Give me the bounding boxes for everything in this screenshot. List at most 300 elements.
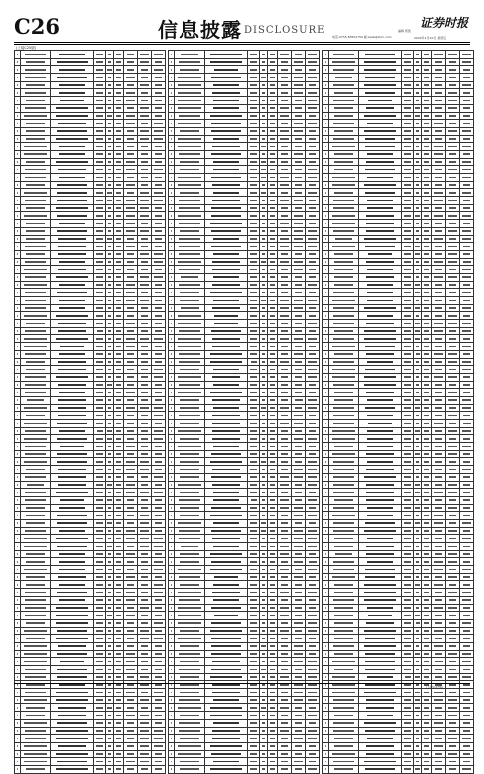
table-cell <box>278 297 292 305</box>
table-cell <box>114 473 124 481</box>
cell-text <box>127 676 134 678</box>
table-row <box>323 235 474 243</box>
cell-text <box>424 269 428 271</box>
cell-text <box>449 161 456 163</box>
table-cell <box>248 596 260 604</box>
table-cell <box>359 204 402 212</box>
cell-text <box>415 307 419 309</box>
cell-text <box>155 215 162 217</box>
table-row <box>323 250 474 258</box>
cell-text <box>171 253 173 255</box>
cell-text <box>180 761 199 763</box>
table-row <box>323 466 474 474</box>
cell-text <box>462 599 471 601</box>
table-cell <box>292 427 306 435</box>
cell-text <box>57 77 86 79</box>
table-cell <box>446 127 460 135</box>
table-cell <box>124 635 138 643</box>
cell-text <box>96 515 102 517</box>
cell-text <box>416 592 420 594</box>
cell-text <box>309 153 316 155</box>
cell-text <box>295 161 302 163</box>
table-cell <box>278 335 292 343</box>
table-cell <box>51 181 94 189</box>
cell-text <box>295 453 302 455</box>
cell-text <box>141 184 149 186</box>
cell-text <box>178 84 202 86</box>
cell-text <box>96 622 103 624</box>
table-row <box>169 350 320 358</box>
cell-text <box>325 599 327 601</box>
cell-text <box>295 369 302 371</box>
table-cell <box>114 135 124 143</box>
cell-text <box>270 392 276 394</box>
table-cell <box>329 158 359 166</box>
table-cell <box>306 666 320 674</box>
cell-text <box>180 161 200 163</box>
cell-text <box>463 284 470 286</box>
cell-text <box>140 407 149 409</box>
cell-text <box>179 153 200 155</box>
table-cell <box>51 473 94 481</box>
table-cell <box>260 320 268 328</box>
table-cell <box>21 273 51 281</box>
table-cell <box>94 589 106 597</box>
cell-text <box>211 215 241 217</box>
cell-text <box>126 207 134 209</box>
cell-text <box>141 576 149 578</box>
cell-text <box>25 492 46 494</box>
table-cell <box>292 343 306 351</box>
cell-text <box>179 499 200 501</box>
table-row <box>15 320 166 328</box>
table-cell <box>124 765 138 773</box>
cell-text <box>250 369 257 371</box>
cell-text <box>309 184 317 186</box>
cell-text <box>325 438 327 440</box>
table-row <box>169 97 320 105</box>
table-cell <box>414 220 422 228</box>
cell-text <box>116 438 120 440</box>
table-cell <box>175 604 205 612</box>
cell-text <box>141 77 149 79</box>
cell-text <box>404 576 410 578</box>
table-row <box>323 66 474 74</box>
table-cell <box>329 412 359 420</box>
cell-text <box>24 461 46 463</box>
cell-text <box>295 207 302 209</box>
cell-text <box>108 538 112 540</box>
table-cell <box>359 197 402 205</box>
cell-text <box>213 300 239 302</box>
cell-text <box>404 346 412 348</box>
cell-text <box>262 730 265 732</box>
table-cell <box>278 612 292 620</box>
cell-text <box>59 284 86 286</box>
table-cell <box>94 320 106 328</box>
cell-text <box>140 515 148 517</box>
table-cell <box>21 127 51 135</box>
cell-text <box>107 384 111 386</box>
table-cell <box>205 304 248 312</box>
cell-text <box>24 722 47 724</box>
cell-text <box>56 107 87 109</box>
cell-text <box>449 538 457 540</box>
table-cell <box>359 596 402 604</box>
cell-text <box>210 569 243 571</box>
cell-text <box>309 115 316 117</box>
cell-text <box>212 430 239 432</box>
cell-text <box>250 307 258 309</box>
table-cell <box>152 535 166 543</box>
cell-text <box>325 453 327 455</box>
table-cell <box>248 127 260 135</box>
cell-text <box>180 661 200 663</box>
table-cell <box>402 473 414 481</box>
cell-text <box>59 307 84 309</box>
table-cell <box>306 504 320 512</box>
table-cell <box>260 404 268 412</box>
cell-text <box>211 753 241 755</box>
table-cell <box>106 204 114 212</box>
cell-text <box>180 476 199 478</box>
cell-text <box>463 492 470 494</box>
cell-text <box>416 230 420 232</box>
table-cell <box>138 627 152 635</box>
table-cell <box>268 297 278 305</box>
cell-text <box>309 200 316 202</box>
cell-text <box>262 622 266 624</box>
cell-text <box>17 738 19 740</box>
cell-text <box>367 207 392 209</box>
cell-text <box>448 430 456 432</box>
table-cell <box>21 420 51 428</box>
cell-text <box>270 484 274 486</box>
table-cell <box>94 727 106 735</box>
table-cell <box>402 612 414 620</box>
table-cell <box>278 127 292 135</box>
table-cell <box>460 550 474 558</box>
cell-text <box>25 169 46 171</box>
table-row <box>15 112 166 120</box>
cell-text <box>449 207 457 209</box>
cell-text <box>56 376 88 378</box>
table-cell <box>106 289 114 297</box>
cell-text <box>270 653 275 655</box>
table-cell <box>460 427 474 435</box>
cell-text <box>155 453 162 455</box>
cell-text <box>116 638 121 640</box>
cell-text <box>270 161 275 163</box>
table-cell <box>175 66 205 74</box>
cell-text <box>404 415 412 417</box>
table-cell <box>138 112 152 120</box>
cell-text <box>415 615 419 617</box>
cell-text <box>60 100 85 102</box>
table-cell <box>248 97 260 105</box>
table-cell <box>205 135 248 143</box>
table-cell <box>124 396 138 404</box>
cell-text <box>415 253 419 255</box>
table-cell <box>268 281 278 289</box>
cell-text <box>366 484 394 486</box>
table-row <box>169 320 320 328</box>
table-cell <box>306 658 320 666</box>
cell-text <box>250 707 257 709</box>
cell-text <box>424 100 429 102</box>
table-cell <box>124 174 138 182</box>
table-cell <box>248 243 260 251</box>
cell-text <box>308 284 316 286</box>
table-cell <box>278 81 292 89</box>
cell-text <box>140 207 149 209</box>
cell-text <box>308 123 316 125</box>
cell-text <box>416 361 419 363</box>
table-row <box>15 266 166 274</box>
table-cell <box>114 765 124 773</box>
table-cell <box>21 227 51 235</box>
cell-text <box>270 692 275 694</box>
cell-text <box>180 561 200 563</box>
cell-text <box>17 599 19 601</box>
cell-text <box>365 407 396 409</box>
table-cell <box>460 235 474 243</box>
table-cell <box>268 458 278 466</box>
cell-text <box>404 184 412 186</box>
table-cell <box>278 512 292 520</box>
cell-text <box>141 692 148 694</box>
cell-text <box>416 153 419 155</box>
cell-text <box>250 107 257 109</box>
cell-text <box>308 169 317 171</box>
cell-text <box>366 230 395 232</box>
cell-text <box>295 399 303 401</box>
cell-text <box>448 376 456 378</box>
cell-text <box>270 192 274 194</box>
cell-text <box>435 100 442 102</box>
table-cell <box>292 735 306 743</box>
cell-text <box>325 253 327 255</box>
cell-text <box>463 553 470 555</box>
table-cell <box>359 97 402 105</box>
cell-text <box>96 768 102 770</box>
table-cell <box>248 250 260 258</box>
table-cell <box>329 543 359 551</box>
table-cell <box>268 396 278 404</box>
table-cell <box>152 566 166 574</box>
cell-text <box>213 238 239 240</box>
cell-text <box>116 177 121 179</box>
table-cell <box>260 758 268 766</box>
cell-text <box>270 184 275 186</box>
cell-text <box>171 276 173 278</box>
cell-text <box>17 768 19 770</box>
table-cell <box>306 343 320 351</box>
table-cell <box>268 420 278 428</box>
cell-text <box>140 338 149 340</box>
table-cell <box>21 66 51 74</box>
cell-text <box>59 392 85 394</box>
table-row <box>323 135 474 143</box>
table-cell <box>260 396 268 404</box>
cell-text <box>126 161 134 163</box>
table-cell <box>359 181 402 189</box>
cell-text <box>58 330 86 332</box>
table-cell <box>175 166 205 174</box>
cell-text <box>325 546 327 548</box>
table-cell <box>124 573 138 581</box>
table-row <box>323 596 474 604</box>
table-cell <box>306 389 320 397</box>
cell-text <box>141 292 149 294</box>
table-cell <box>278 427 292 435</box>
cell-text <box>404 399 411 401</box>
table-row <box>169 673 320 681</box>
table-cell <box>175 719 205 727</box>
table-cell <box>402 258 414 266</box>
cell-text <box>270 269 275 271</box>
cell-text <box>116 346 120 348</box>
table-cell <box>329 74 359 82</box>
cell-text <box>58 415 86 417</box>
table-cell <box>268 74 278 82</box>
table-cell <box>94 74 106 82</box>
cell-text <box>463 246 470 248</box>
table-cell <box>94 235 106 243</box>
cell-text <box>212 146 241 148</box>
table-cell <box>106 635 114 643</box>
table-cell <box>51 143 94 151</box>
table-cell <box>205 235 248 243</box>
cell-text <box>435 538 442 540</box>
table-cell <box>306 712 320 720</box>
cell-text <box>171 538 173 540</box>
table-cell <box>248 66 260 74</box>
table-cell <box>94 496 106 504</box>
table-cell <box>414 519 422 527</box>
table-row <box>15 273 166 281</box>
cell-text <box>262 392 265 394</box>
table-cell <box>306 412 320 420</box>
cell-text <box>309 276 316 278</box>
cell-text <box>325 284 327 286</box>
cell-text <box>116 192 121 194</box>
cell-text <box>180 438 199 440</box>
table-cell <box>51 381 94 389</box>
table-cell <box>21 89 51 97</box>
cell-text <box>26 184 44 186</box>
cell-text <box>309 315 316 317</box>
table-cell <box>138 197 152 205</box>
table-cell <box>402 97 414 105</box>
cell-text <box>116 722 120 724</box>
table-cell <box>292 281 306 289</box>
table-cell <box>205 297 248 305</box>
cell-text <box>96 569 102 571</box>
table-cell <box>359 358 402 366</box>
table-row <box>15 420 166 428</box>
cell-text <box>25 353 46 355</box>
table-row <box>15 581 166 589</box>
table-cell <box>114 181 124 189</box>
table-row <box>323 227 474 235</box>
cell-text <box>210 715 241 717</box>
table-cell <box>248 527 260 535</box>
cell-text <box>96 84 104 86</box>
table-cell <box>124 581 138 589</box>
cell-text <box>295 638 303 640</box>
table-cell <box>422 343 432 351</box>
table-cell <box>21 120 51 128</box>
table-cell <box>460 535 474 543</box>
cell-text <box>96 615 103 617</box>
cell-text <box>126 592 135 594</box>
cell-text <box>26 715 45 717</box>
cell-text <box>155 399 163 401</box>
table-cell <box>306 696 320 704</box>
table-cell <box>292 604 306 612</box>
cell-text <box>448 261 457 263</box>
cell-text <box>116 707 122 709</box>
cell-text <box>281 761 289 763</box>
cell-text <box>325 353 327 355</box>
cell-text <box>140 284 148 286</box>
table-cell <box>422 389 432 397</box>
cell-text <box>96 384 103 386</box>
table-cell <box>402 58 414 66</box>
cell-text <box>365 92 395 94</box>
cell-text <box>295 630 302 632</box>
cell-text <box>366 546 395 548</box>
cell-text <box>58 238 85 240</box>
cell-text <box>424 561 429 563</box>
cell-text <box>155 77 162 79</box>
cell-text <box>309 753 316 755</box>
table-cell <box>248 258 260 266</box>
table-cell <box>268 443 278 451</box>
table-cell <box>414 58 422 66</box>
cell-text <box>281 692 288 694</box>
cell-text <box>25 246 45 248</box>
cell-text <box>424 438 429 440</box>
table-cell <box>106 120 114 128</box>
cell-text <box>154 415 163 417</box>
table-cell <box>94 127 106 135</box>
cell-text <box>180 169 200 171</box>
table-cell <box>205 612 248 620</box>
table-cell <box>124 519 138 527</box>
cell-text <box>180 461 199 463</box>
cell-text <box>334 107 354 109</box>
cell-text <box>424 323 429 325</box>
cell-text <box>404 92 410 94</box>
cell-text <box>59 92 86 94</box>
table-cell <box>292 750 306 758</box>
cell-text <box>107 484 111 486</box>
cell-text <box>448 146 457 148</box>
table-cell <box>248 666 260 674</box>
table-cell <box>402 89 414 97</box>
table-cell <box>175 58 205 66</box>
table-cell <box>432 612 446 620</box>
table-cell <box>292 704 306 712</box>
table-cell <box>124 366 138 374</box>
cell-text <box>325 430 327 432</box>
table-cell <box>359 396 402 404</box>
table-cell <box>114 573 124 581</box>
table-cell <box>51 281 94 289</box>
table-cell <box>138 150 152 158</box>
